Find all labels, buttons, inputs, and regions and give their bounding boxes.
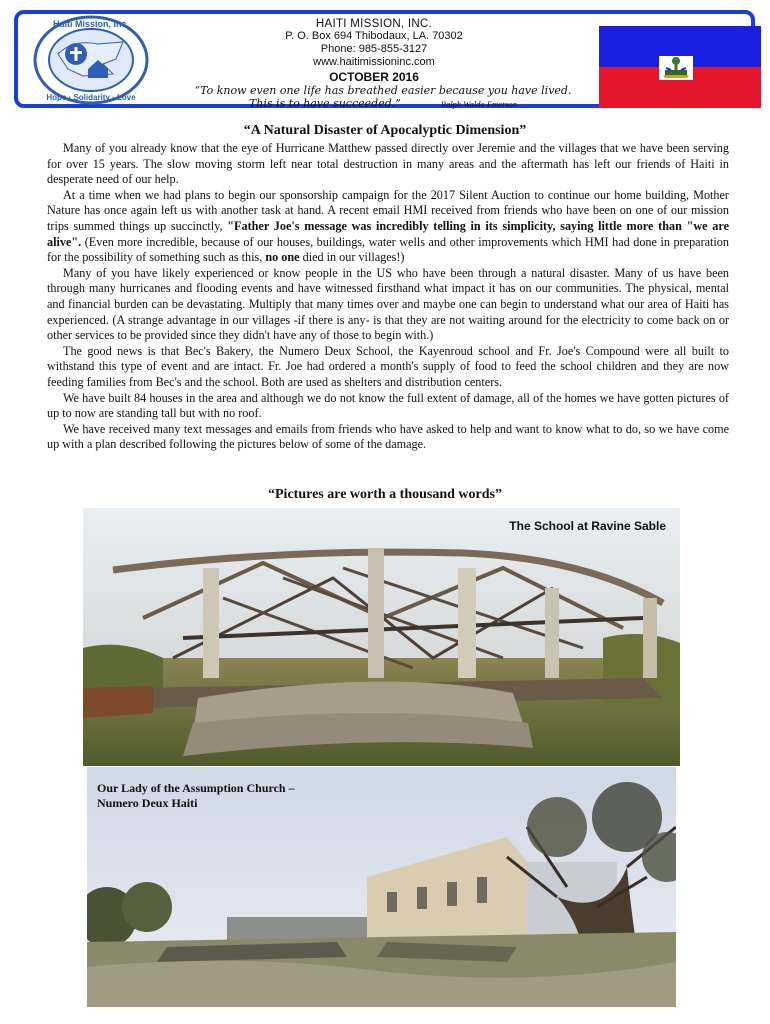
school-damage-photo [83, 508, 680, 766]
paragraph-3: Many of you have likely experienced or know people in the US who have been through a natural disaster. Many of us have been through many hurricanes and flooding events and have witnessed firsthand what impact it has on our communities. The physical, mental and financial burden can be devastating. Multiply that many times over and maybe one can begin to understand what our area of Haiti has experienced. (A strange advantage in our villages -if there is any- is that they are not waiting around for the electricity to come back on or other services to be provided since they didn't have any of those to begin with.) [47, 265, 729, 343]
paragraph-2-text-c: died in our villages!) [299, 250, 405, 265]
photo2-caption-line-2: Numero Deux Haiti [97, 796, 198, 810]
paragraph-2 [47, 188, 729, 266]
quote-line-2: This is to have succeeded.” [248, 97, 401, 110]
contact-block [154, 18, 594, 84]
issue-month: OCTOBER 2016 [329, 70, 419, 84]
quote-author: Ralph Waldo Emerson [440, 99, 518, 109]
website: www.haitimissioninc.com [313, 56, 435, 68]
paragraph-1: Many of you already know that the eye of Hurricane Matthew passed directly over Jeremie and the villages that we have been serving for over 15 years. The slow moving storm left near total destruction in many areas and the aftermath has left our friends of Haiti in desperate need of our help. [47, 141, 729, 187]
photo2-caption [97, 781, 397, 811]
svg-text:Haiti Mission, Inc.: Haiti Mission, Inc. [52, 19, 130, 29]
haiti-mission-logo [28, 14, 154, 106]
letterhead [14, 10, 755, 108]
photo1-caption: The School at Ravine Sable [509, 519, 666, 533]
address: P. O. Box 694 Thibodaux, LA. 70302 [285, 30, 463, 42]
paragraph-2-text-b: (Even more incredible, because of our houses, buildings, water wells and other improvements which HMI had done in preparation for the possibility of something such as this, [47, 234, 729, 265]
paragraph-5: We have built 84 houses in the area and although we do not know the full extent of damage, all of the homes we have gotten pictures of up to now are standing tall but with no roof. [47, 390, 729, 421]
quote [168, 84, 598, 111]
article-title: “A Natural Disaster of Apocalyptic Dimension” [243, 123, 527, 138]
phone: Phone: 985-855-3127 [320, 43, 428, 55]
haiti-flag [599, 26, 761, 108]
photo2-caption-line-1: Our Lady of the Assumption Church – [97, 781, 295, 795]
coat-of-arms-icon [659, 56, 693, 80]
paragraph-6: We have received many text messages and emails from friends who have asked to help and want to know what to do, so we have come up with a plan described following the pictures below of some of the damage. [47, 421, 729, 452]
quote-line-1: “To know even one life has breathed easier because you have lived. [194, 84, 572, 97]
org-name: HAITI MISSION, INC. [315, 18, 433, 30]
paragraph-2-emphasis: no one [265, 250, 300, 265]
paragraph-2-quote: "Father Joe's message was incredibly telling in its simplicity, saying little more than "we are alive". [47, 218, 729, 249]
paragraph-2-text-a: At a time when we had plans to begin our sponsorship campaign for the 2017 Silent Auction to continue our home building, Mother Nature has once again left us with another task at hand. A recent email HMI received from friends who have been on one of our mission trips summed things up succinctly, [47, 187, 729, 233]
pictures-title: “Pictures are worth a thousand words” [268, 487, 502, 502]
paragraph-4: The good news is that Bec's Bakery, the Numero Deux School, the Kayenroud school and Fr. Joe's Compound were all built to withstand this type of event and are intact. Fr. Joe had ordered a month's supply of food to feed the school children and they are now feeding families from Bec's and the school. Both are used as shelters and distribution centers. [47, 343, 729, 389]
article-body [47, 141, 729, 453]
svg-text:Hope · Solidarity · Love: Hope · Solidarity · Love [46, 93, 136, 102]
church-damage-photo [87, 767, 676, 1007]
